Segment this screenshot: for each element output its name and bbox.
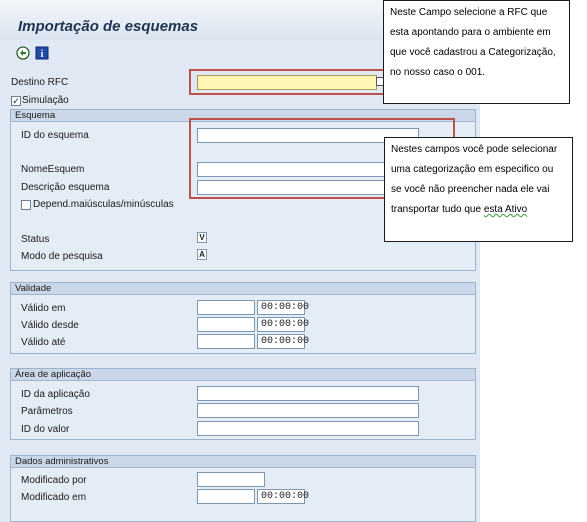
simulacao-checkbox[interactable]: ✓ <box>12 96 20 106</box>
modificado-por-label: Modificado por <box>21 475 87 486</box>
id-valor-label: ID do valor <box>21 424 70 435</box>
modo-pesquisa-label: Modo de pesquisa <box>21 251 103 262</box>
rfc-callout: Neste Campo selecione a RFC que esta apontando para o ambiente em que você cadastrou a Categorização, no nosso caso o 001. <box>383 0 570 104</box>
valido-em-time[interactable]: 00:00:00 <box>257 300 305 315</box>
validade-heading: Validade <box>11 283 475 295</box>
status-field[interactable]: V <box>197 232 207 243</box>
status-label: Status <box>21 234 50 245</box>
valido-desde-time[interactable]: 00:00:00 <box>257 317 305 332</box>
aplicacao-heading: Área de aplicação <box>11 369 475 381</box>
id-esquema-label: ID do esquema <box>21 130 89 141</box>
valido-desde-date[interactable] <box>197 317 255 332</box>
nome-esquema-label: NomeEsquem <box>21 164 85 175</box>
esquema-callout-text: Nestes campos você pode selecionar uma categorização em especifico ou se você não preencher nada ele vai transportar tudo que <box>391 144 558 215</box>
id-aplicacao-input[interactable] <box>197 386 419 401</box>
descricao-esquema-label: Descrição esquema <box>21 182 110 193</box>
valido-ate-date[interactable] <box>197 334 255 349</box>
id-valor-input[interactable] <box>197 421 419 436</box>
depend-label: Depend.maiúsculas/minúsculas <box>33 199 174 210</box>
execute-icon[interactable] <box>16 46 30 60</box>
id-aplicacao-label: ID da aplicação <box>21 389 90 400</box>
admin-heading: Dados administrativos <box>11 456 475 468</box>
parametros-label: Parâmetros <box>21 406 73 417</box>
modificado-por-input[interactable] <box>197 472 265 487</box>
destino-rfc-label: Destino RFC <box>11 77 69 88</box>
modificado-em-date[interactable] <box>197 489 255 504</box>
info-icon[interactable] <box>35 46 49 60</box>
page-title: Importação de esquemas <box>18 18 199 35</box>
depend-checkbox[interactable] <box>21 200 31 210</box>
modificado-em-label: Modificado em <box>21 492 87 503</box>
svg-text:i: i <box>40 49 44 60</box>
valido-ate-time[interactable]: 00:00:00 <box>257 334 305 349</box>
valido-desde-label: Válido desde <box>21 320 79 331</box>
simulacao-label: Simulação <box>22 95 69 106</box>
parametros-input[interactable] <box>197 403 419 418</box>
rfc-highlight-box <box>189 69 386 95</box>
valido-em-label: Válido em <box>21 303 66 314</box>
modo-pesquisa-field[interactable]: A <box>197 249 207 260</box>
valido-ate-label: Válido até <box>21 337 66 348</box>
esquema-callout-highlight: esta Ativo <box>483 204 528 215</box>
esquema-heading: Esquema <box>11 110 475 122</box>
valido-em-date[interactable] <box>197 300 255 315</box>
modificado-em-time[interactable]: 00:00:00 <box>257 489 305 504</box>
esquema-callout <box>384 137 573 242</box>
